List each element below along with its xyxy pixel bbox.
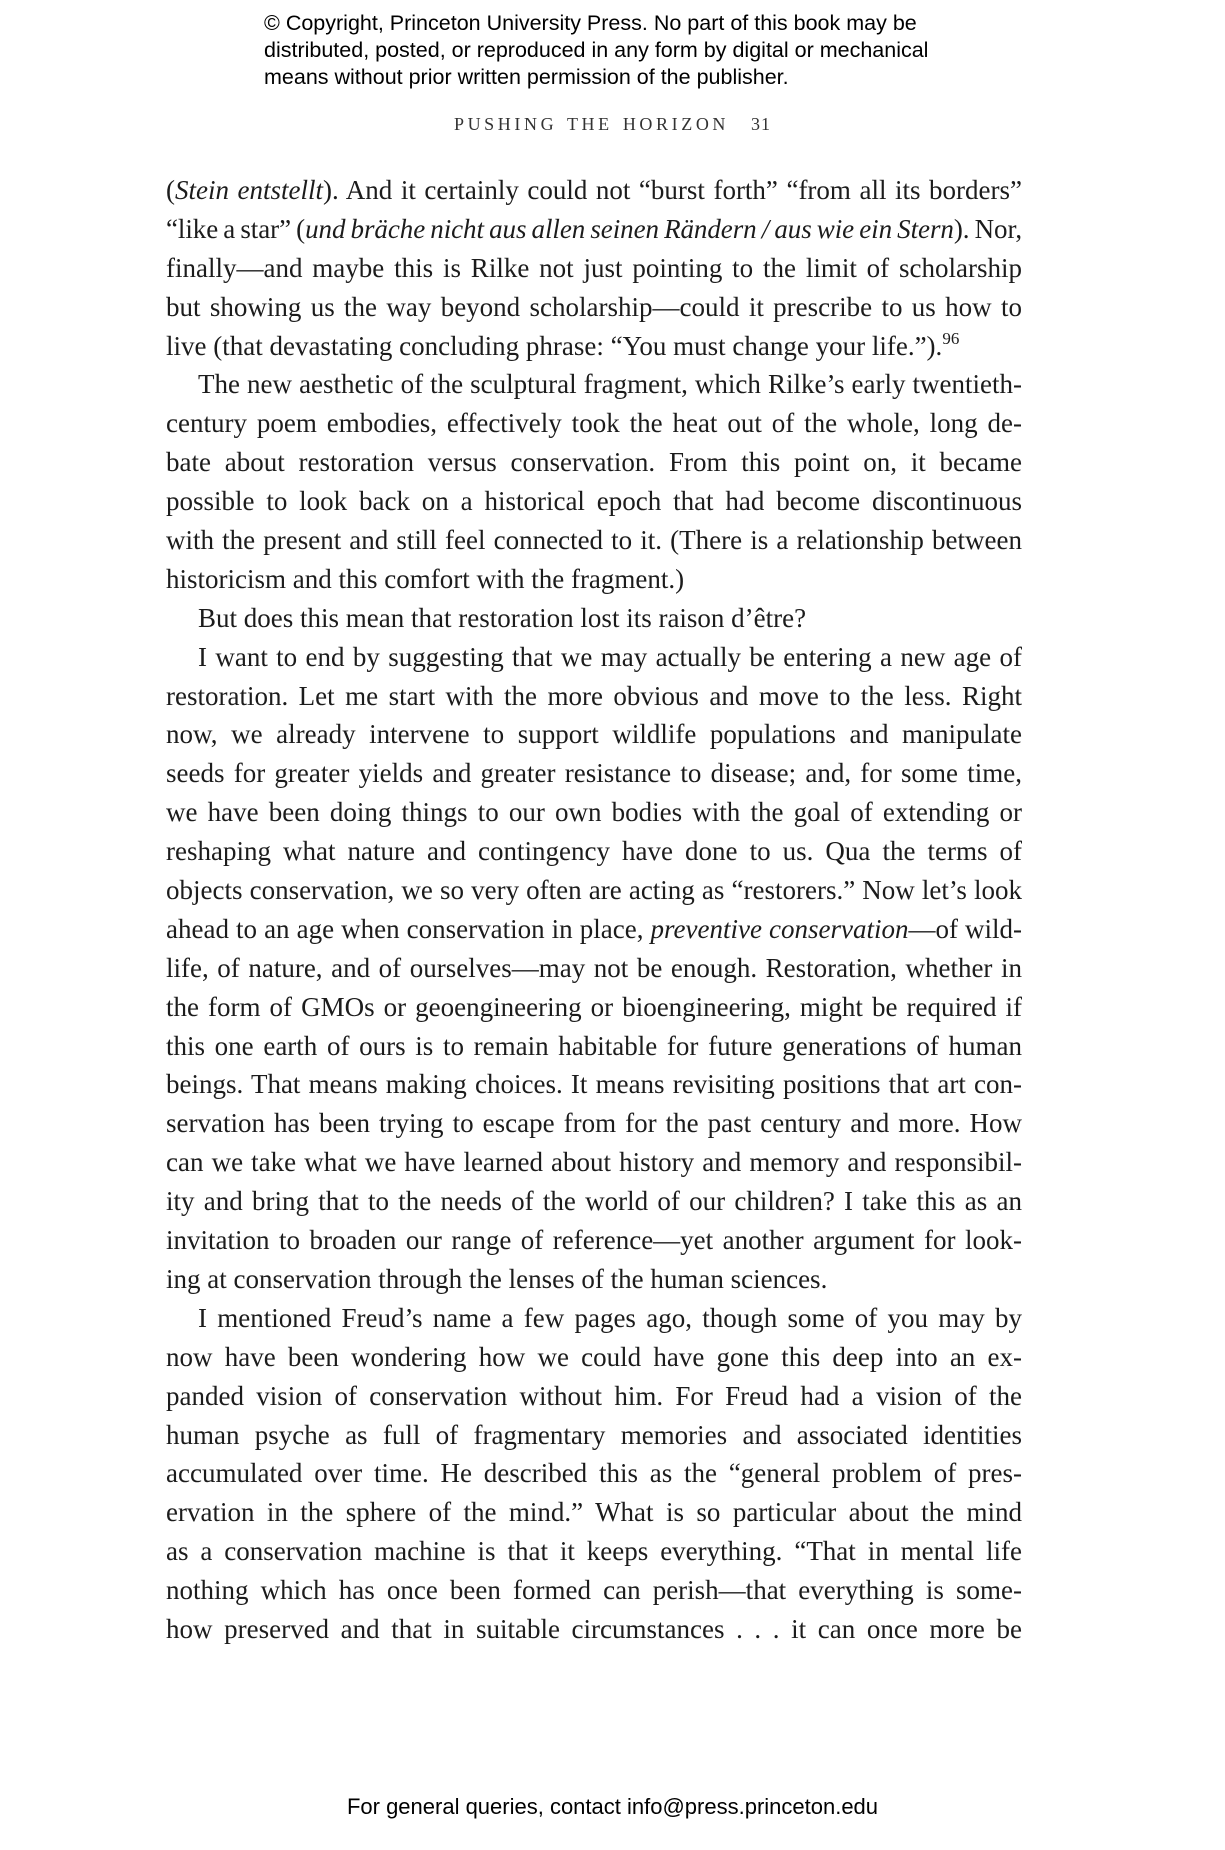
text-line: but showing us the way beyond scholarship—could it prescribe to us how to (166, 291, 1022, 322)
text-line: bate about restoration versus conservation. From this point on, it became (166, 447, 1022, 478)
text-line: historicism and this comfort with the fragment.) (166, 563, 685, 594)
text-line: possible to look back on a historical epoch that had become discontinuous (166, 486, 1022, 517)
text-line: with the present and still feel connected to it. (There is a relationship between (166, 525, 1022, 556)
text-line: life, of nature, and of ourselves—may not be enough. Restoration, whether in (166, 952, 1022, 983)
text-line: panded vision of conservation without him. For Freud had a vision of the (166, 1380, 1022, 1411)
text-line: accumulated over time. He described this as the “general problem of pres- (166, 1458, 1022, 1489)
text-line: human psyche as full of fragmentary memories and associated identities (166, 1419, 1022, 1450)
text-line: (Stein entstellt). And it certainly could not “burst forth” “from all its borders” (166, 175, 1022, 205)
text-line: beings. That means making choices. It means revisiting positions that art con- (166, 1069, 1022, 1100)
text-line: The new aesthetic of the sculptural fragment, which Rilke’s early twentieth- (198, 369, 1022, 400)
text-line: ervation in the sphere of the mind.” What is so particular about the mind (166, 1497, 1022, 1528)
text-line: servation has been trying to escape from for the past century and more. How (166, 1108, 1022, 1139)
text-line: how preserved and that in suitable circumstances . . . it can once more be (166, 1613, 1022, 1644)
text-line: I mentioned Freud’s name a few pages ago, though some of you may by (198, 1302, 1022, 1333)
body-text (166, 171, 1022, 1649)
text-line: ing at conservation through the lenses of the human sciences. (166, 1263, 828, 1294)
text-line: this one earth of ours is to remain habitable for future generations of human (166, 1030, 1022, 1061)
text-line: century poem embodies, effectively took the heat out of the whole, long de- (166, 408, 1022, 439)
text-line: ity and bring that to the needs of the world of our children? I take this as an (166, 1186, 1022, 1217)
text-line: I want to end by suggesting that we may actually be entering a new age of (198, 641, 1022, 672)
text-line: reshaping what nature and contingency have done to us. Qua the terms of (166, 836, 1022, 867)
text-line: finally—and maybe this is Rilke not just pointing to the limit of scholarship (166, 252, 1022, 283)
running-head (0, 114, 1225, 135)
text-line: seeds for greater yields and greater resistance to disease; and, for some time, (166, 758, 1022, 789)
text-line: we have been doing things to our own bodies with the goal of extending or (166, 797, 1022, 828)
text-line: now, we already intervene to support wildlife populations and manipulate (166, 719, 1022, 750)
text-line: as a conservation machine is that it keeps everything. “That in mental life (166, 1536, 1022, 1567)
copyright-line: means without prior written permission of the publisher. (264, 65, 789, 89)
text-line: can we take what we have learned about history and memory and responsibil- (166, 1147, 1022, 1178)
page-number: 31 (751, 114, 772, 134)
text-line: ahead to an age when conservation in place, preventive conservation—of wild- (166, 913, 1023, 944)
footer-contact: For general queries, contact info@press.princeton.edu (346, 1794, 879, 1819)
copyright-notice (264, 10, 1024, 91)
text-line: But does this mean that restoration lost its raison d’être? (198, 602, 807, 633)
copyright-line: © Copyright, Princeton University Press. No part of this book may be (264, 11, 917, 35)
footnote-ref: 96 (942, 328, 960, 348)
copyright-line: distributed, posted, or reproduced in any form by digital or mechanical (264, 38, 929, 62)
text-line: the form of GMOs or geoengineering or bioengineering, might be required if (166, 991, 1022, 1022)
text-line: nothing which has once been formed can perish—that everything is some- (166, 1575, 1022, 1606)
text-line: restoration. Let me start with the more obvious and move to the less. Right (166, 680, 1022, 711)
running-head-title: PUSHING THE HORIZON (453, 114, 730, 134)
text-line: “like a star” (und bräche nicht aus allen seinen Rändern / aus wie ein Stern). Nor, (166, 213, 1023, 244)
text-line: objects conservation, we so very often are acting as “restorers.” Now let’s look (166, 875, 1022, 906)
text-line: now have been wondering how we could have gone this deep into an ex- (166, 1341, 1022, 1372)
text-line: live (that devastating concluding phrase: “You must change your life.”).$^{96}$ (166, 328, 960, 361)
text-line: invitation to broaden our range of reference—yet another argument for look- (166, 1225, 1022, 1256)
